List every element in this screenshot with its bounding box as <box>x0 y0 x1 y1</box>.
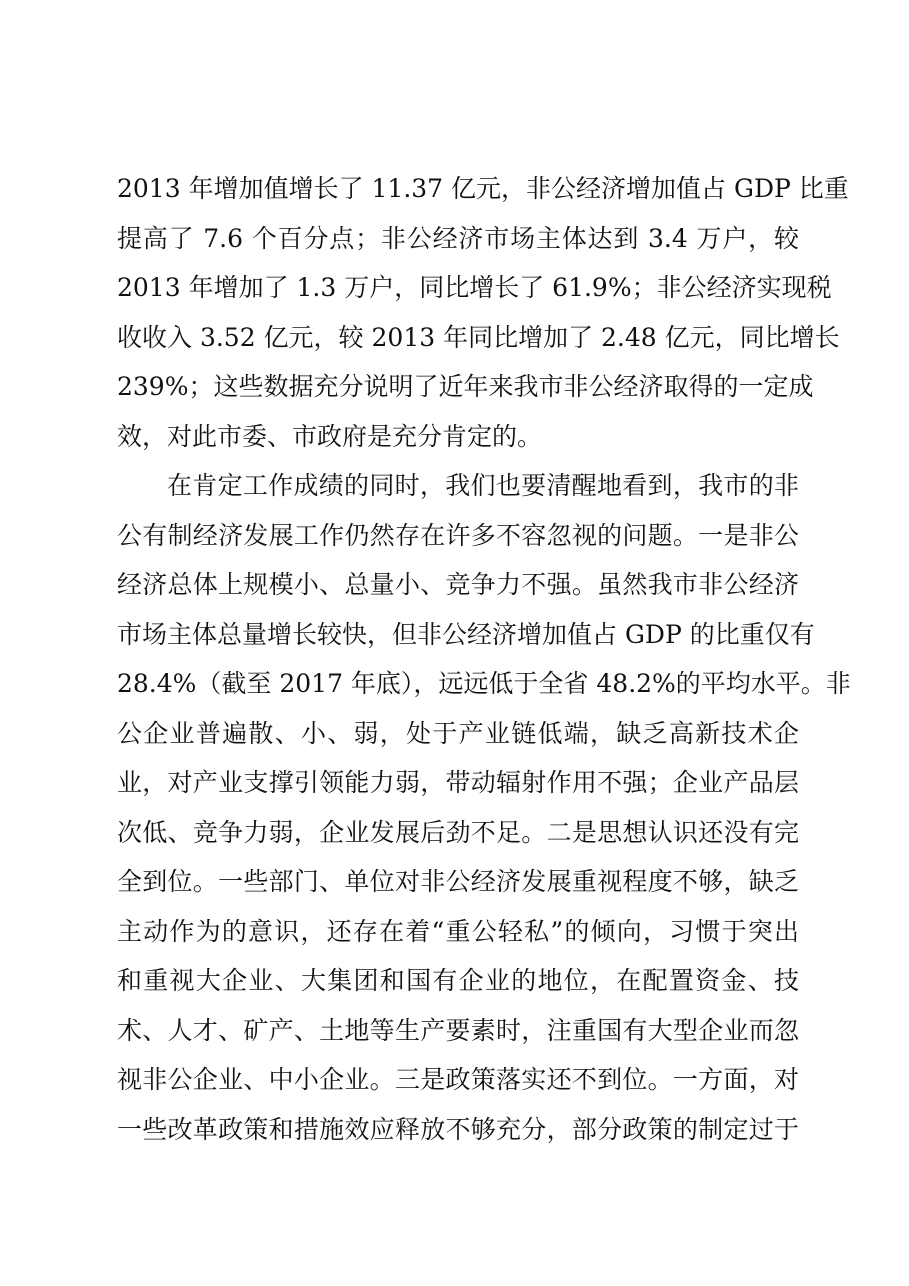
paragraph-line: 2013 年增加值增长了 11.37 亿元，非公经济增加值占 GDP 比重 <box>117 174 849 203</box>
paragraph-line: 2013 年增加了 1.3 万户，同比增长了 61.9%；非公经济实现税 <box>117 273 832 302</box>
paragraph-line: 市场主体总量增长较快，但非公经济增加值占 GDP 的比重仅有 <box>117 619 815 649</box>
paragraph-line: 主动作为的意识，还存在着“重公轻私”的倾向，习惯于突出 <box>117 916 799 946</box>
paragraph-line: 经济总体上规模小、总量小、竞争力不强。虽然我市非公经济 <box>117 570 799 599</box>
paragraph-line: 视非公企业、中小企业。三是政策落实还不到位。一方面，对 <box>117 1065 799 1094</box>
paragraph-line: 次低、竞争力弱，企业发展后劲不足。二是思想认识还没有完 <box>117 817 799 847</box>
paragraph-line: 业，对产业支撑引领能力弱，带动辐射作用不强；企业产品层 <box>117 768 799 797</box>
paragraph-line: 一些改革政策和措施效应释放不够充分，部分政策的制定过于 <box>117 1114 799 1144</box>
paragraph-line: 公企业普遍散、小、弱，处于产业链低端，缺乏高新技术企 <box>117 718 799 748</box>
document-body <box>117 164 851 1154</box>
paragraph-1 <box>117 164 849 461</box>
paragraph-line: 和重视大企业、大集团和国有企业的地位，在配置资金、技 <box>117 966 799 995</box>
paragraph-line: 效，对此市委、市政府是充分肯定的。 <box>117 421 543 451</box>
paragraph-line: 收收入 3.52 亿元，较 2013 年同比增加了 2.48 亿元，同比增长 <box>117 322 840 352</box>
paragraph-line: 公有制经济发展工作仍然存在许多不容忽视的问题。一是非公 <box>117 520 799 550</box>
paragraph-line: 239%；这些数据充分说明了近年来我市非公经济取得的一定成 <box>117 372 814 401</box>
paragraph-line: 提高了 7.6 个百分点；非公经济市场主体达到 3.4 万户，较 <box>117 223 799 253</box>
paragraph-line: 全到位。一些部门、单位对非公经济发展重视程度不够，缺乏 <box>117 867 799 896</box>
paragraph-line: 28.4%（截至 2017 年底），远远低于全省 48.2%的平均水平。非 <box>117 669 851 698</box>
paragraph-2 <box>117 461 851 1154</box>
paragraph-first-line: 在肯定工作成绩的同时，我们也要清醒地看到，我市的非 <box>167 471 799 500</box>
paragraph-line: 术、人才、矿产、土地等生产要素时，注重国有大型企业而忽 <box>117 1015 799 1045</box>
